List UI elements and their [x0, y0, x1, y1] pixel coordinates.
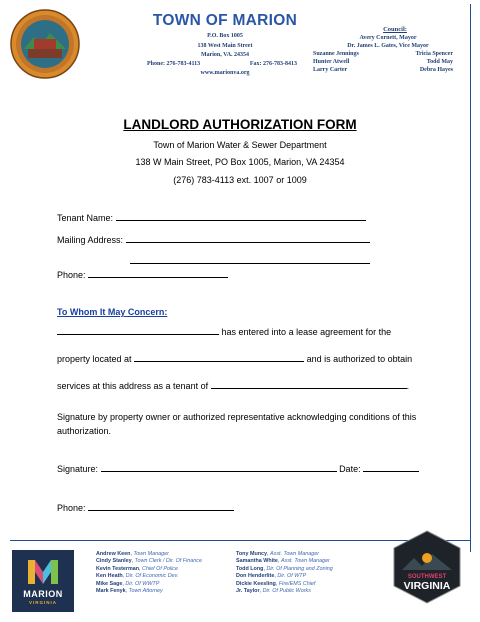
city-address: Marion, VA. 24354	[200, 52, 250, 58]
mailing-address-label: Mailing Address:	[57, 235, 124, 245]
lease-row	[57, 325, 391, 337]
phone-field[interactable]	[88, 268, 228, 278]
signature-field[interactable]	[101, 462, 337, 472]
header-phone: Phone: 276-783-4113	[147, 61, 201, 67]
street-address: 138 West Main Street	[197, 43, 253, 49]
staff-entry: Ken Heath, Dir. Of Economic Dev.	[96, 573, 179, 580]
signature-note: Signature by property owner or authorized representative acknowledging conditions of this authorization.	[57, 412, 417, 436]
council-row: Larry Carter Debra Hayes	[313, 67, 453, 73]
mailing-address-field-2[interactable]	[130, 254, 370, 264]
council-row: Hunter Atwell Todd May	[313, 59, 453, 65]
po-box: P.O. Box 1005	[207, 33, 243, 39]
town-seal-logo	[10, 9, 80, 79]
property-suffix: and is authorized to obtain	[306, 354, 413, 364]
department-address: 138 W Main Street, PO Box 1005, Marion, VA 24354	[135, 157, 345, 167]
staff-entry: Don Henderlite, Dir. Of WTP	[236, 573, 307, 580]
tenant-name-field[interactable]	[116, 211, 366, 221]
phone-row	[57, 268, 228, 280]
landlord-name-field[interactable]	[211, 379, 407, 389]
property-address-field[interactable]	[134, 352, 304, 362]
services-row: services at this address as a tenant of .	[57, 381, 410, 391]
staff-entry: Tony Muncy, Asst. Town Manager	[236, 551, 319, 557]
staff-entry: Jr. Taylor, Dir. Of Public Works	[236, 588, 311, 595]
phone-label: Phone:	[57, 270, 86, 280]
mailing-address-row	[57, 233, 370, 245]
council-mayor: Avery Cornett, Mayor	[359, 35, 417, 41]
page-border-right	[470, 4, 471, 552]
services-prefix: services at this address as a tenant of	[57, 381, 209, 391]
phone-field-2[interactable]	[88, 501, 234, 511]
property-prefix: property located at	[57, 354, 132, 364]
date-label: Date:	[339, 464, 361, 474]
southwest-virginia-badge	[388, 528, 466, 606]
website[interactable]: www.marionva.org	[200, 70, 250, 76]
mailing-address-field[interactable]	[126, 233, 370, 243]
lease-text: has entered into a lease agreement for the	[221, 327, 392, 337]
form-title: LANDLORD AUTHORIZATION FORM	[123, 117, 357, 132]
staff-entry: Cindy Stanley, Town Clerk / Dir. Of Finance	[96, 558, 202, 565]
department-name: Town of Marion Water & Sewer Department	[153, 140, 327, 150]
staff-entry: Todd Long, Dir. Of Planning and Zoning	[236, 565, 333, 572]
mailing-address-row-2	[130, 254, 370, 266]
marion-m-icon	[26, 556, 60, 586]
tenant-blank-field[interactable]	[57, 325, 219, 335]
staff-list-left	[96, 551, 202, 595]
staff-list-right	[236, 551, 333, 595]
phone-row-2	[57, 501, 234, 513]
marion-logo-sub: VIRGINIA	[28, 600, 57, 605]
tenant-name-row	[57, 211, 366, 223]
staff-entry: Mark Fenyk, Town Attorney	[96, 588, 163, 595]
staff-entry: Andrew Keen, Town Manager	[96, 551, 169, 557]
council-row: Suzanne Jennings Tricia Spencer	[313, 51, 453, 57]
council-vice-mayor: Dr. James L. Gates, Vice Mayor	[347, 43, 429, 49]
to-whom-heading: To Whom It May Concern:	[57, 307, 168, 317]
badge-main-text: VIRGINIA	[403, 580, 451, 592]
marion-logo	[12, 550, 74, 612]
property-row	[57, 352, 412, 364]
phone-label-2: Phone:	[57, 503, 86, 513]
town-name: TOWN OF MARION	[152, 12, 298, 29]
marion-logo-text: MARION	[23, 589, 63, 599]
staff-entry: Mike Sage, Dir. Of WWTP	[96, 580, 160, 587]
badge-top-text: SOUTHWEST	[407, 574, 447, 580]
signature-label: Signature:	[57, 464, 99, 474]
department-phone: (276) 783-4113 ext. 1007 or 1009	[173, 175, 307, 185]
header-fax: Fax: 276-783-8413	[249, 61, 297, 67]
tenant-name-label: Tenant Name:	[57, 213, 114, 223]
staff-entry: Samantha White, Asst. Town Manager	[236, 558, 330, 565]
council-title: Council:	[383, 26, 407, 33]
date-field[interactable]	[363, 462, 419, 472]
signature-row	[57, 462, 419, 474]
phone-fax-line	[147, 61, 297, 67]
staff-entry: Kevin Testerman, Chief Of Police	[96, 565, 178, 572]
staff-entry: Dickie Keesling, Fire/EMS Chief	[236, 580, 316, 587]
